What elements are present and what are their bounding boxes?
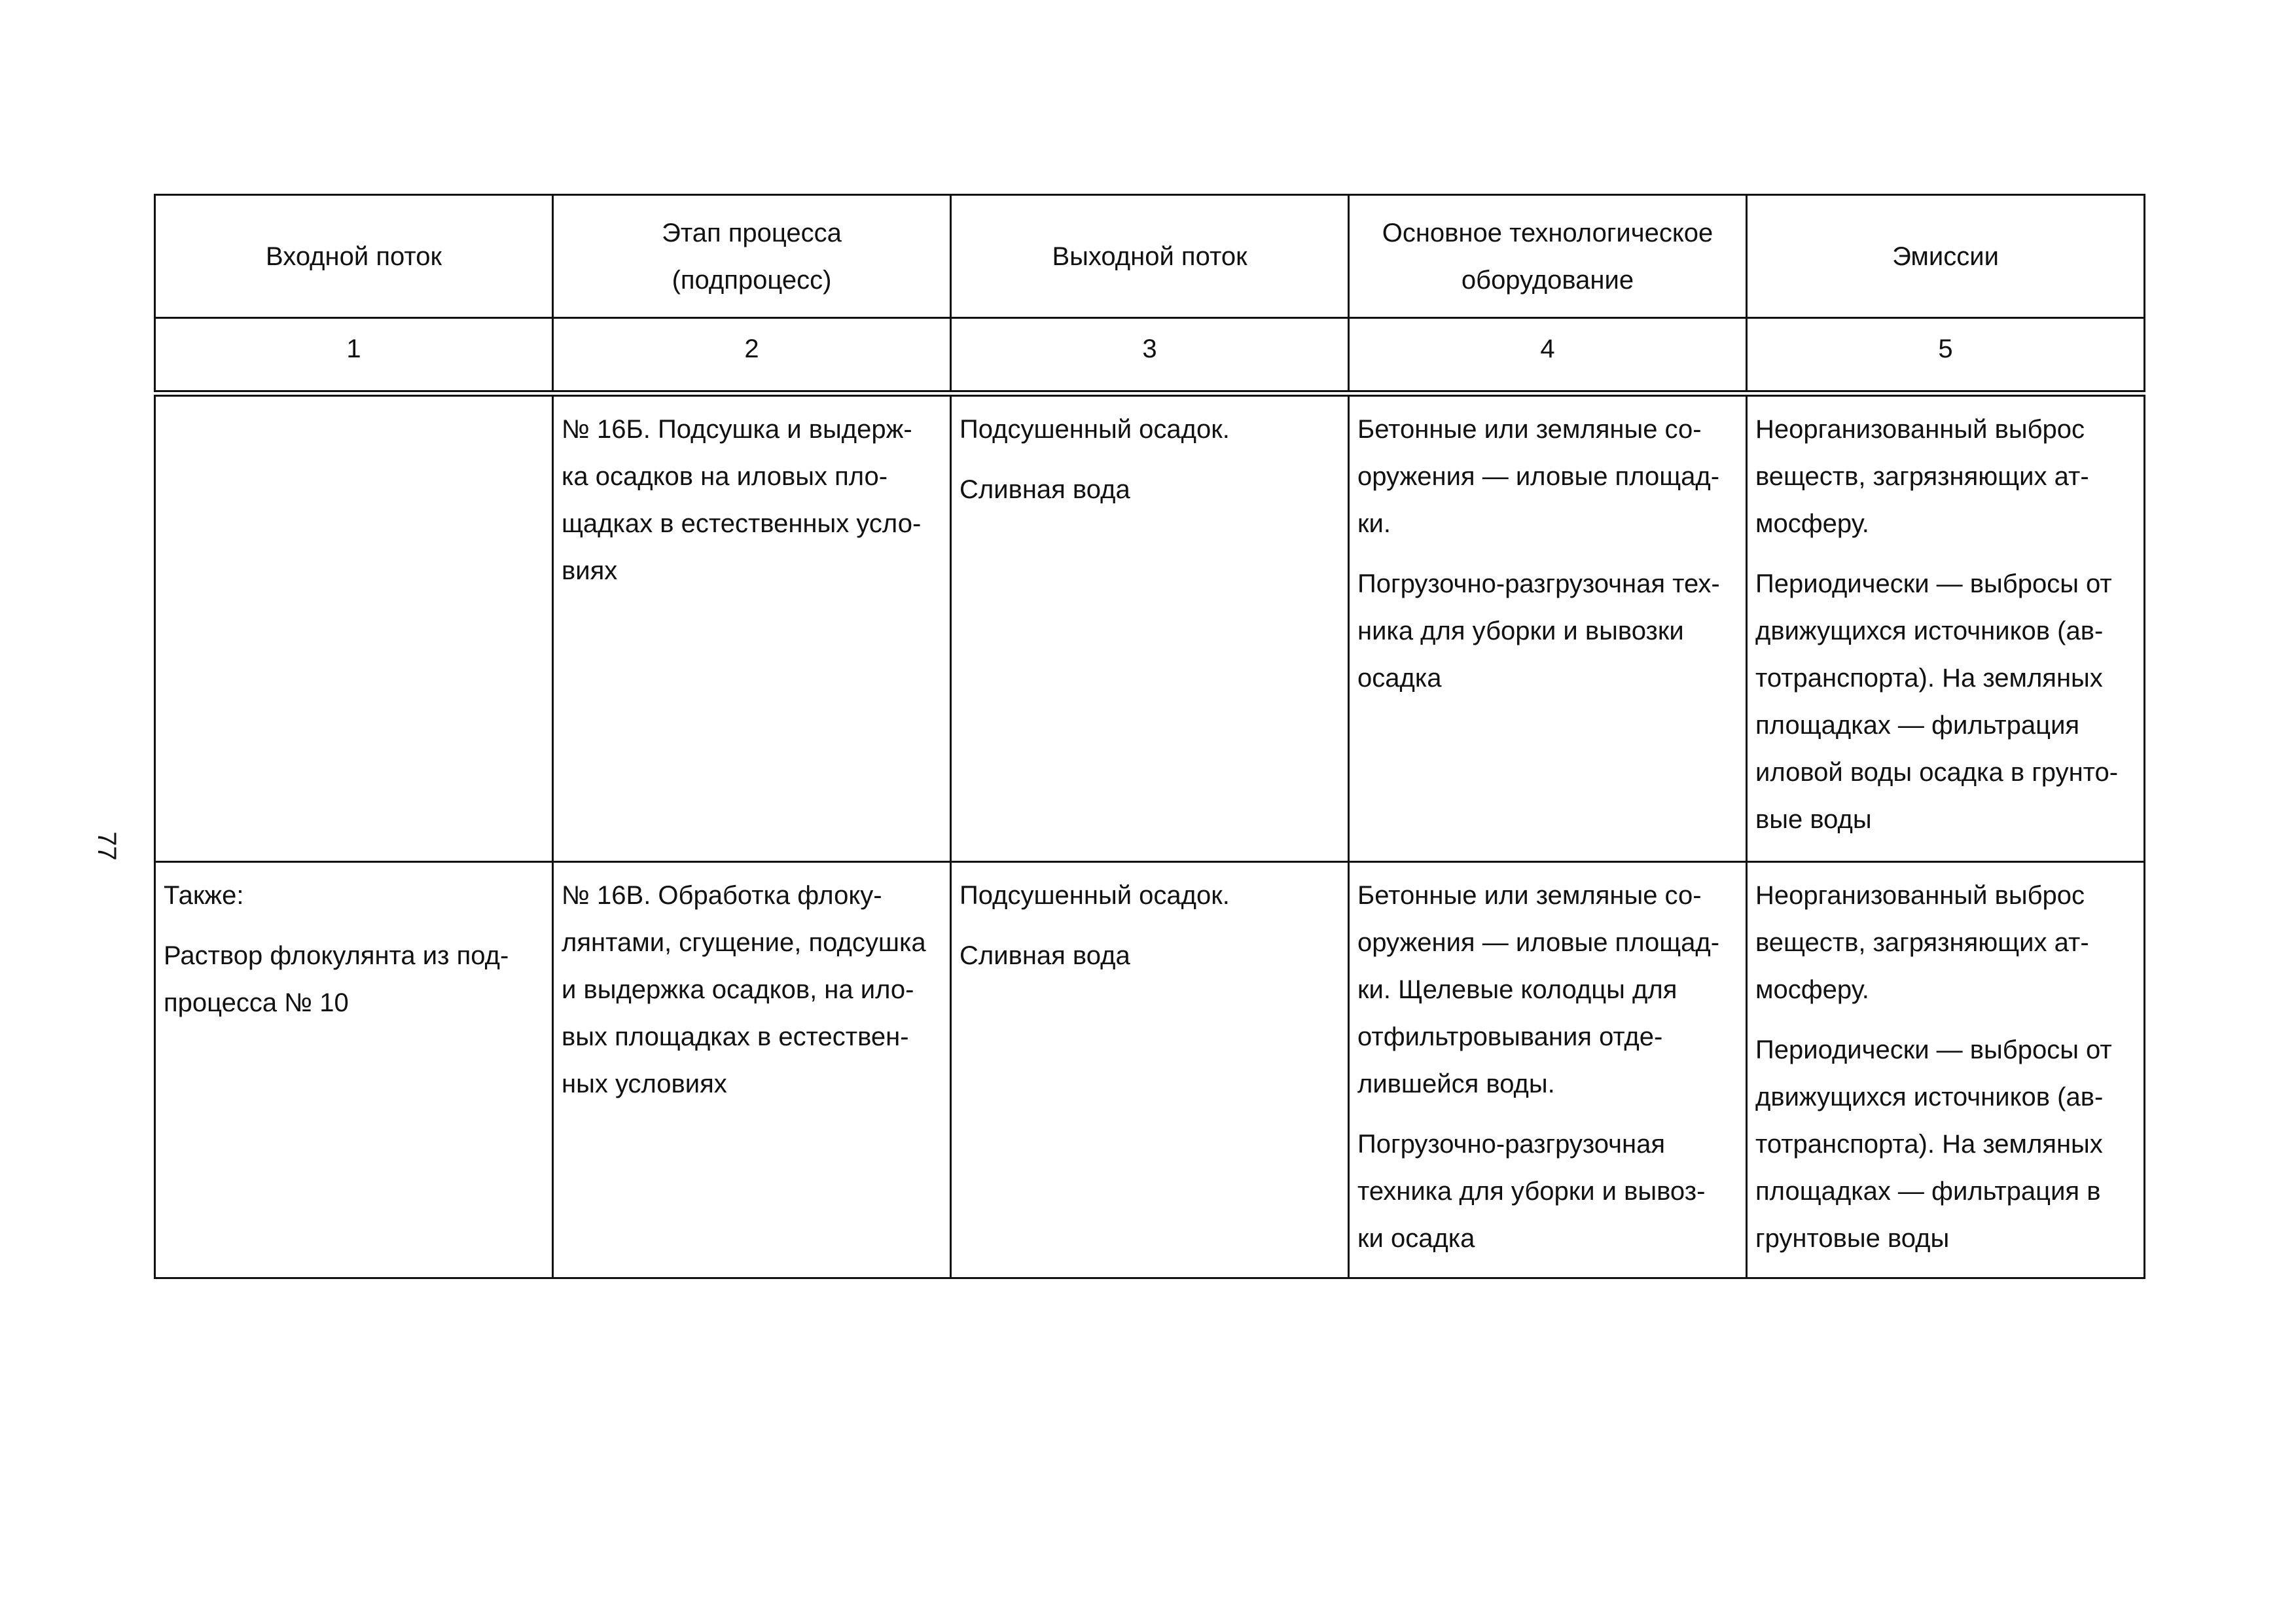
header-cell-output: Выходной поток bbox=[951, 195, 1349, 318]
header-cell-input: Входной поток bbox=[155, 195, 553, 318]
column-number-row bbox=[155, 318, 2145, 393]
stage-cell bbox=[553, 393, 951, 862]
equipment-text: Погрузочно-разгрузочная тех- ника для уборки и вывозки осадка bbox=[1357, 569, 1720, 693]
stage-cell bbox=[553, 862, 951, 1278]
equipment-text: Бетонные или земляные со- оружения — иловые площад- ки. bbox=[1357, 414, 1720, 538]
header-row bbox=[155, 195, 2145, 318]
output-cell bbox=[951, 393, 1349, 862]
stage-text: № 16В. Обработка флоку- лянтами, сгущение, подсушка и выдержка осадков, на ило- вых площадках в естествен- ных условиях bbox=[562, 881, 926, 1098]
output-cell bbox=[951, 862, 1349, 1278]
header-cell-emissions: Эмиссии bbox=[1747, 195, 2145, 318]
equipment-text: Погрузочно-разгрузочная техника для уборки и вывоз- ки осадка bbox=[1357, 1130, 1706, 1253]
equipment-text: Бетонные или земляные со- оружения — иловые площад- ки. Щелевые колодцы для отфильтровывания отде- лившейся воды. bbox=[1357, 881, 1720, 1098]
emissions-cell bbox=[1747, 393, 2145, 862]
header-cell-equipment: Основное технологическое оборудование bbox=[1349, 195, 1747, 318]
stage-text: № 16Б. Подсушка и выдерж- ка осадков на иловых пло- щадках в естественных усло- виях bbox=[562, 414, 922, 585]
column-number: 1 bbox=[155, 318, 553, 393]
column-number: 3 bbox=[951, 318, 1349, 393]
input-cell bbox=[155, 393, 553, 862]
header-cell-stage: Этап процесса (подпроцесс) bbox=[553, 195, 951, 318]
process-table bbox=[154, 194, 2145, 1279]
column-number: 4 bbox=[1349, 318, 1747, 393]
emissions-text: Периодически — выбросы от движущихся источников (ав- тотранспорта). На земляных площадках — фильтрация в грунтовые воды bbox=[1755, 1036, 2112, 1253]
equipment-cell bbox=[1349, 393, 1747, 862]
table-row bbox=[155, 862, 2145, 1278]
emissions-cell bbox=[1747, 862, 2145, 1278]
output-text: Подсушенный осадок. bbox=[960, 881, 1230, 910]
column-number: 5 bbox=[1747, 318, 2145, 393]
equipment-cell bbox=[1349, 862, 1747, 1278]
input-text: Также: bbox=[164, 881, 244, 910]
page-number: 77 bbox=[92, 831, 121, 861]
output-text: Подсушенный осадок. bbox=[960, 414, 1230, 444]
column-number: 2 bbox=[553, 318, 951, 393]
emissions-text: Неорганизованный выброс веществ, загрязняющих ат- мосферу. bbox=[1755, 414, 2089, 538]
emissions-text: Неорганизованный выброс веществ, загрязняющих ат- мосферу. bbox=[1755, 881, 2089, 1004]
emissions-text: Периодически — выбросы от движущихся источников (ав- тотранспорта). На земляных площадках — фильтрация иловой воды осадка в грунто- вые воды bbox=[1755, 569, 2119, 834]
output-text: Сливная вода bbox=[960, 475, 1130, 504]
input-text: Раствор флокулянта из под- процесса № 10 bbox=[164, 941, 509, 1017]
input-cell bbox=[155, 862, 553, 1278]
output-text: Сливная вода bbox=[960, 941, 1130, 970]
table-row bbox=[155, 393, 2145, 862]
